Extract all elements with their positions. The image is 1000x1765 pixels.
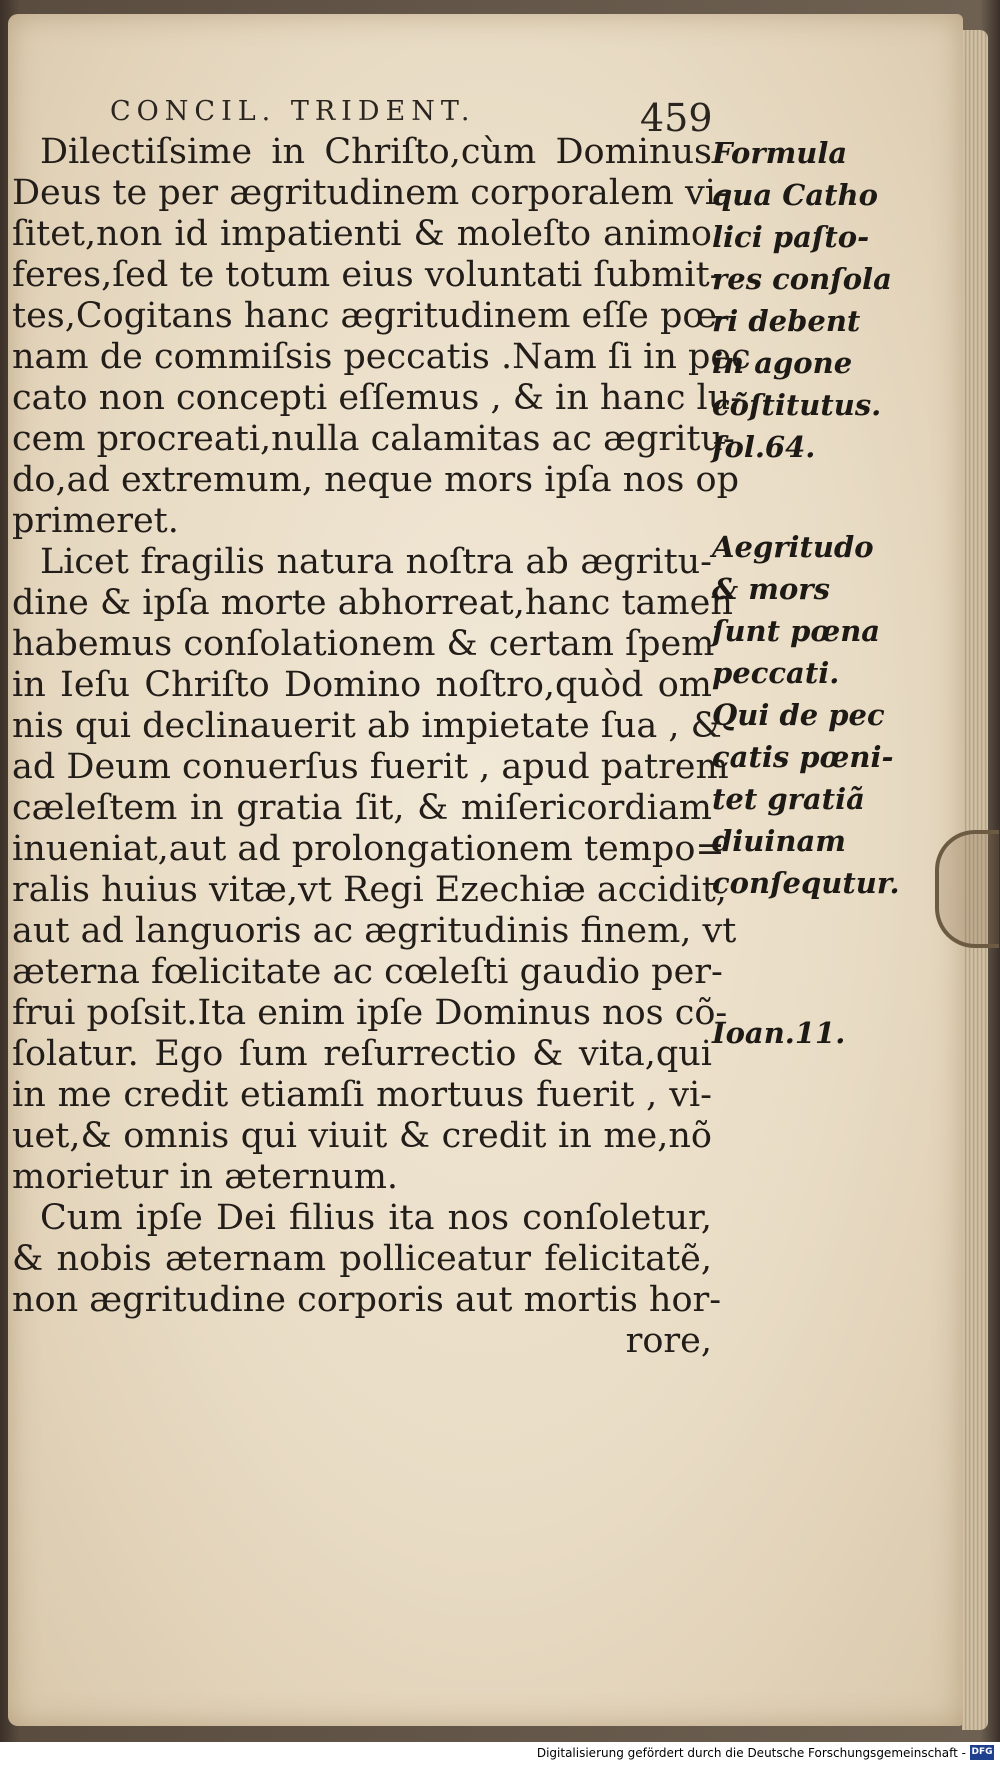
body-line: frui poſsit.Ita enim ipſe Dominus nos cõ- — [12, 993, 728, 1033]
margin-note: catis pœni- — [712, 740, 894, 774]
margin-note: Qui de pec — [712, 698, 885, 732]
margin-note: conſequtur. — [712, 866, 900, 900]
margin-note: diuinam — [712, 824, 846, 858]
margin-note: Formula — [712, 136, 848, 170]
body-line: nis qui declinauerit ab impietate ſua , & — [12, 706, 722, 746]
body-line: habemus conſolationem & certam ſpem — [12, 624, 715, 664]
body-line: inueniat,aut ad prolongationem tempo= — [12, 829, 725, 869]
margin-note: Aegritudo — [712, 530, 874, 564]
body-line: feres,ſed te totum eius voluntati ſubmit- — [12, 255, 722, 295]
margin-note: ſunt pœna — [712, 614, 881, 648]
body-line: uet,& omnis qui viuit & credit in me,nõ — [12, 1116, 712, 1156]
body-line: dine & ipſa morte abhorreat,hanc tamen — [12, 583, 733, 623]
body-line: ſitet,non id impatienti & moleſto animo — [12, 214, 712, 254]
body-line: non ægritudine corporis aut mortis hor- — [12, 1280, 722, 1320]
margin-note: in agone — [712, 346, 853, 380]
body-line: æterna fœlicitate ac cœleſti gaudio per- — [12, 952, 723, 992]
body-line: Deus te per ægritudinem corporalem vi- — [12, 173, 728, 213]
margin-note: tet gratiã — [712, 782, 865, 816]
body-line: in Ieſu Chriſto Domino noſtro,quòd om — [12, 665, 712, 705]
body-line: & nobis æternam polliceatur felicitatẽ, — [12, 1239, 712, 1279]
margin-note: & mors — [712, 572, 830, 606]
margin-note: res conſola — [712, 262, 892, 296]
margin-note: Ioan.11. — [712, 1016, 846, 1050]
body-line: cæleſtem in gratia ſit, & miſericordiam — [12, 788, 712, 828]
body-line: Cum ipſe Dei filius ita nos conſoletur, — [40, 1198, 712, 1238]
body-line: ralis huius vitæ,vt Regi Ezechiæ accidit, — [12, 870, 727, 910]
margin-note: ri debent — [712, 304, 861, 338]
funding-credit: Digitalisierung gefördert durch die Deutsche Forschungsgemeinschaft - — [536, 1746, 966, 1760]
body-line: aut ad languoris ac ægritudinis finem, vt — [12, 911, 737, 951]
margin-note: qua Catho — [712, 178, 878, 212]
book-clasp — [935, 830, 999, 948]
digitization-footer — [0, 1742, 1000, 1765]
dfg-logo: DFG — [970, 1745, 994, 1760]
margin-note: cõſtitutus. — [712, 388, 882, 422]
body-line: primeret. — [12, 501, 179, 541]
body-line: in me credit etiamſi mortuus fuerit , vi- — [12, 1075, 712, 1115]
page-number: 459 — [640, 96, 713, 140]
margin-note: lici paſto- — [712, 220, 870, 254]
margin-note: fol.64. — [712, 430, 816, 464]
catchword: rore, — [625, 1321, 712, 1361]
body-line: nam de commiſsis peccatis .Nam ſi in pec — [12, 337, 751, 377]
margin-note: peccati. — [712, 656, 840, 690]
body-line: Dilectiſsime in Chriſto,cùm Dominus — [40, 132, 712, 172]
body-line: tes,Cogitans hanc ægritudinem eſſe pœ- — [12, 296, 729, 336]
body-line: ſolatur. Ego ſum reſurrectio & vita,qui — [12, 1034, 712, 1074]
body-line: cato non concepti eſſemus , & in hanc lu- — [12, 378, 743, 418]
body-line: cem procreati,nulla calamitas ac ægritu- — [12, 419, 735, 459]
running-head: CONCIL. TRIDENT. — [110, 96, 476, 127]
body-line: do,ad extremum, neque mors ipſa nos op — [12, 460, 739, 500]
body-line: Licet fragilis natura noſtra ab ægritu- — [40, 542, 712, 582]
body-line: morietur in æternum. — [12, 1157, 399, 1197]
body-line: ad Deum conuerſus fuerit , apud patrem — [12, 747, 729, 787]
